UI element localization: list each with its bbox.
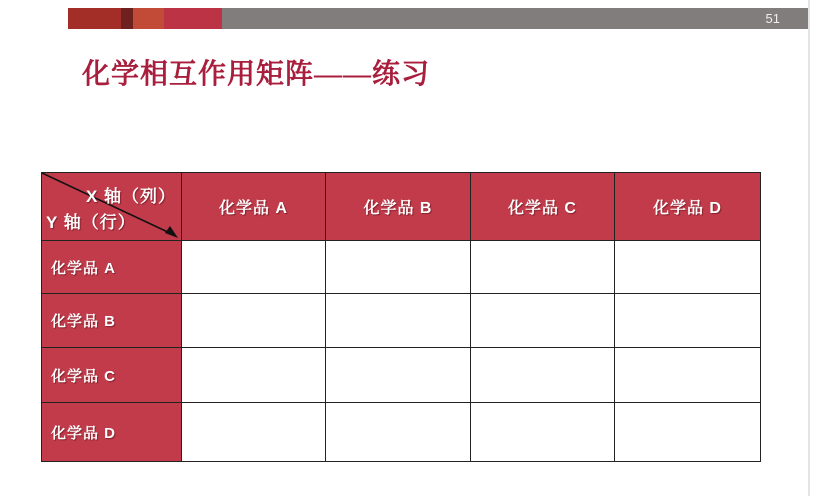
matrix-cell: [615, 294, 761, 348]
slide-title: 化学相互作用矩阵——练习: [82, 59, 431, 90]
matrix-cell: [471, 294, 615, 348]
matrix-cell: [615, 348, 761, 403]
matrix-cell: [182, 241, 326, 294]
accent-bar-segment-1: [68, 8, 121, 29]
column-header-chemical-b: 化学品 B: [326, 173, 471, 241]
matrix-cell: [471, 403, 615, 462]
matrix-cell: [615, 241, 761, 294]
matrix-cell: [326, 294, 471, 348]
page-number: 51: [765, 11, 780, 26]
column-header-chemical-a: 化学品 A: [182, 173, 326, 241]
interaction-matrix-table: [41, 172, 761, 462]
row-header-chemical-c: 化学品 C: [42, 348, 182, 403]
corner-cell: [42, 173, 182, 241]
matrix-cell: [326, 403, 471, 462]
accent-bar-segment-4: [164, 8, 222, 29]
matrix-cell: [471, 241, 615, 294]
row-header-chemical-d: 化学品 D: [42, 403, 182, 462]
y-axis-label: Y 轴（行）: [46, 213, 136, 232]
matrix-cell: [182, 403, 326, 462]
x-axis-label: X 轴（列）: [85, 187, 176, 206]
accent-bar-segment-2: [121, 8, 133, 29]
matrix-cell: [471, 348, 615, 403]
slide-edge-line: [808, 0, 810, 496]
matrix-cell: [326, 241, 471, 294]
top-accent-bar: [68, 8, 808, 29]
row-header-chemical-b: 化学品 B: [42, 294, 182, 348]
matrix-cell: [326, 348, 471, 403]
accent-bar-segment-3: [133, 8, 164, 29]
column-header-chemical-c: 化学品 C: [471, 173, 615, 241]
page-number-bar: [222, 8, 808, 29]
column-header-chemical-d: 化学品 D: [615, 173, 761, 241]
matrix-cell: [182, 294, 326, 348]
matrix-cell: [615, 403, 761, 462]
row-header-chemical-a: 化学品 A: [42, 241, 182, 294]
matrix-cell: [182, 348, 326, 403]
